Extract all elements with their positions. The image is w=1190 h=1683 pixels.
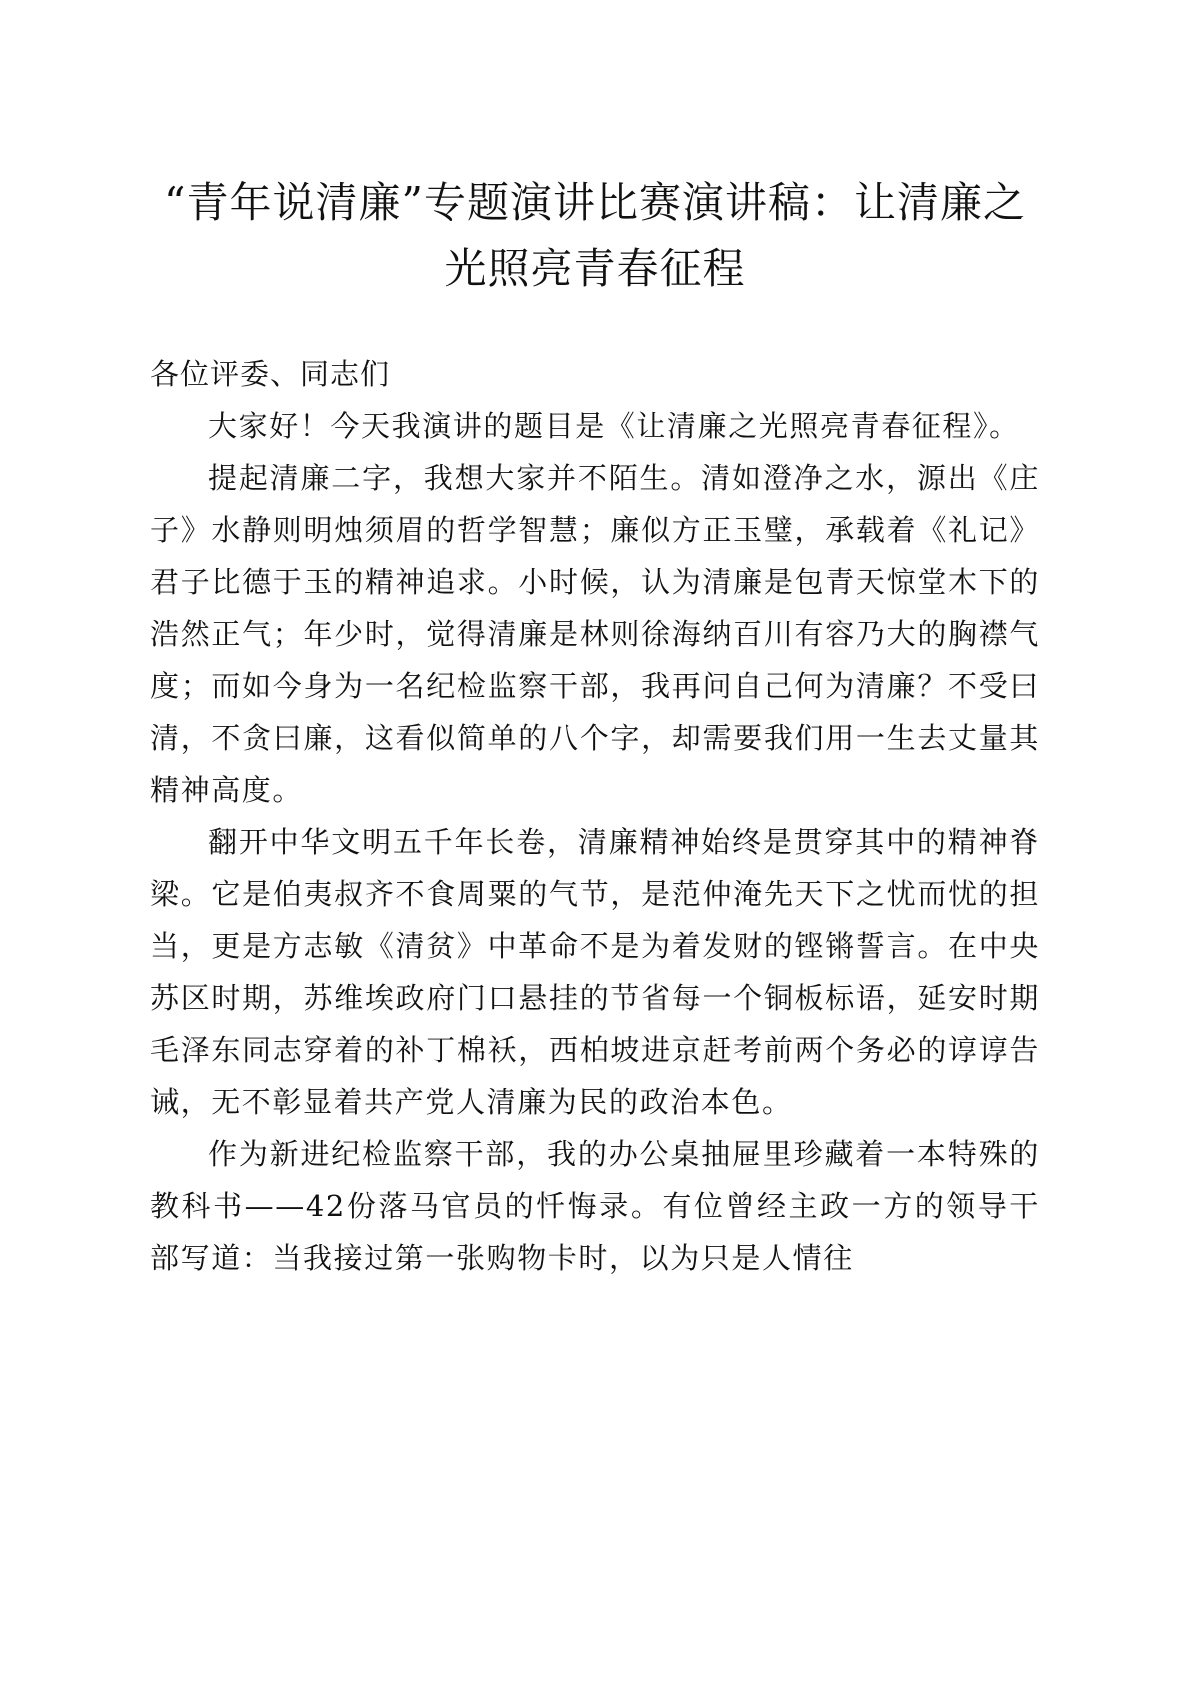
document-body xyxy=(150,348,1040,1284)
salutation: 各位评委、同志们 xyxy=(150,357,391,391)
paragraph-history: 翻开中华文明五千年长卷，清廉精神始终是贯穿其中的精神脊梁。它是伯夷叔齐不食周粟的气节，是范仲淹先天下之忧而忧的担当，更是方志敏《清贫》中革命不是为着发财的铿锵誓言。在中央苏区时期，苏维埃政府门口悬挂的节省每一个铜板标语，延安时期毛泽东同志穿着的补丁棉袄，西柏坡进京赶考前两个务必的谆谆告诫，无不彰显着共产党人清廉为民的政治本色。 xyxy=(150,825,1040,1119)
paragraph-personal-experience: 作为新进纪检监察干部，我的办公桌抽屉里珍藏着一本特殊的教科书——42份落马官员的忏悔录。有位曾经主政一方的领导干部写道：当我接过第一张购物卡时，以为只是人情往 xyxy=(150,1137,1040,1275)
document-title: “青年说清廉”专题演讲比赛演讲稿：让清廉之光照亮青春征程 xyxy=(164,178,1026,293)
paragraph-opening: 大家好！今天我演讲的题目是《让清廉之光照亮青春征程》。 xyxy=(208,409,1020,443)
paragraph-meaning-of-integrity: 提起清廉二字，我想大家并不陌生。清如澄净之水，源出《庄子》水静则明烛须眉的哲学智慧；廉似方正玉璧，承载着《礼记》君子比德于玉的精神追求。小时候，认为清廉是包青天惊堂木下的浩然正气；年少时，觉得清廉是林则徐海纳百川有容乃大的胸襟气度；而如今身为一名纪检监察干部，我再问自己何为清廉？不受曰清，不贪曰廉，这看似简单的八个字，却需要我们用一生去丈量其精神高度。 xyxy=(150,461,1040,807)
